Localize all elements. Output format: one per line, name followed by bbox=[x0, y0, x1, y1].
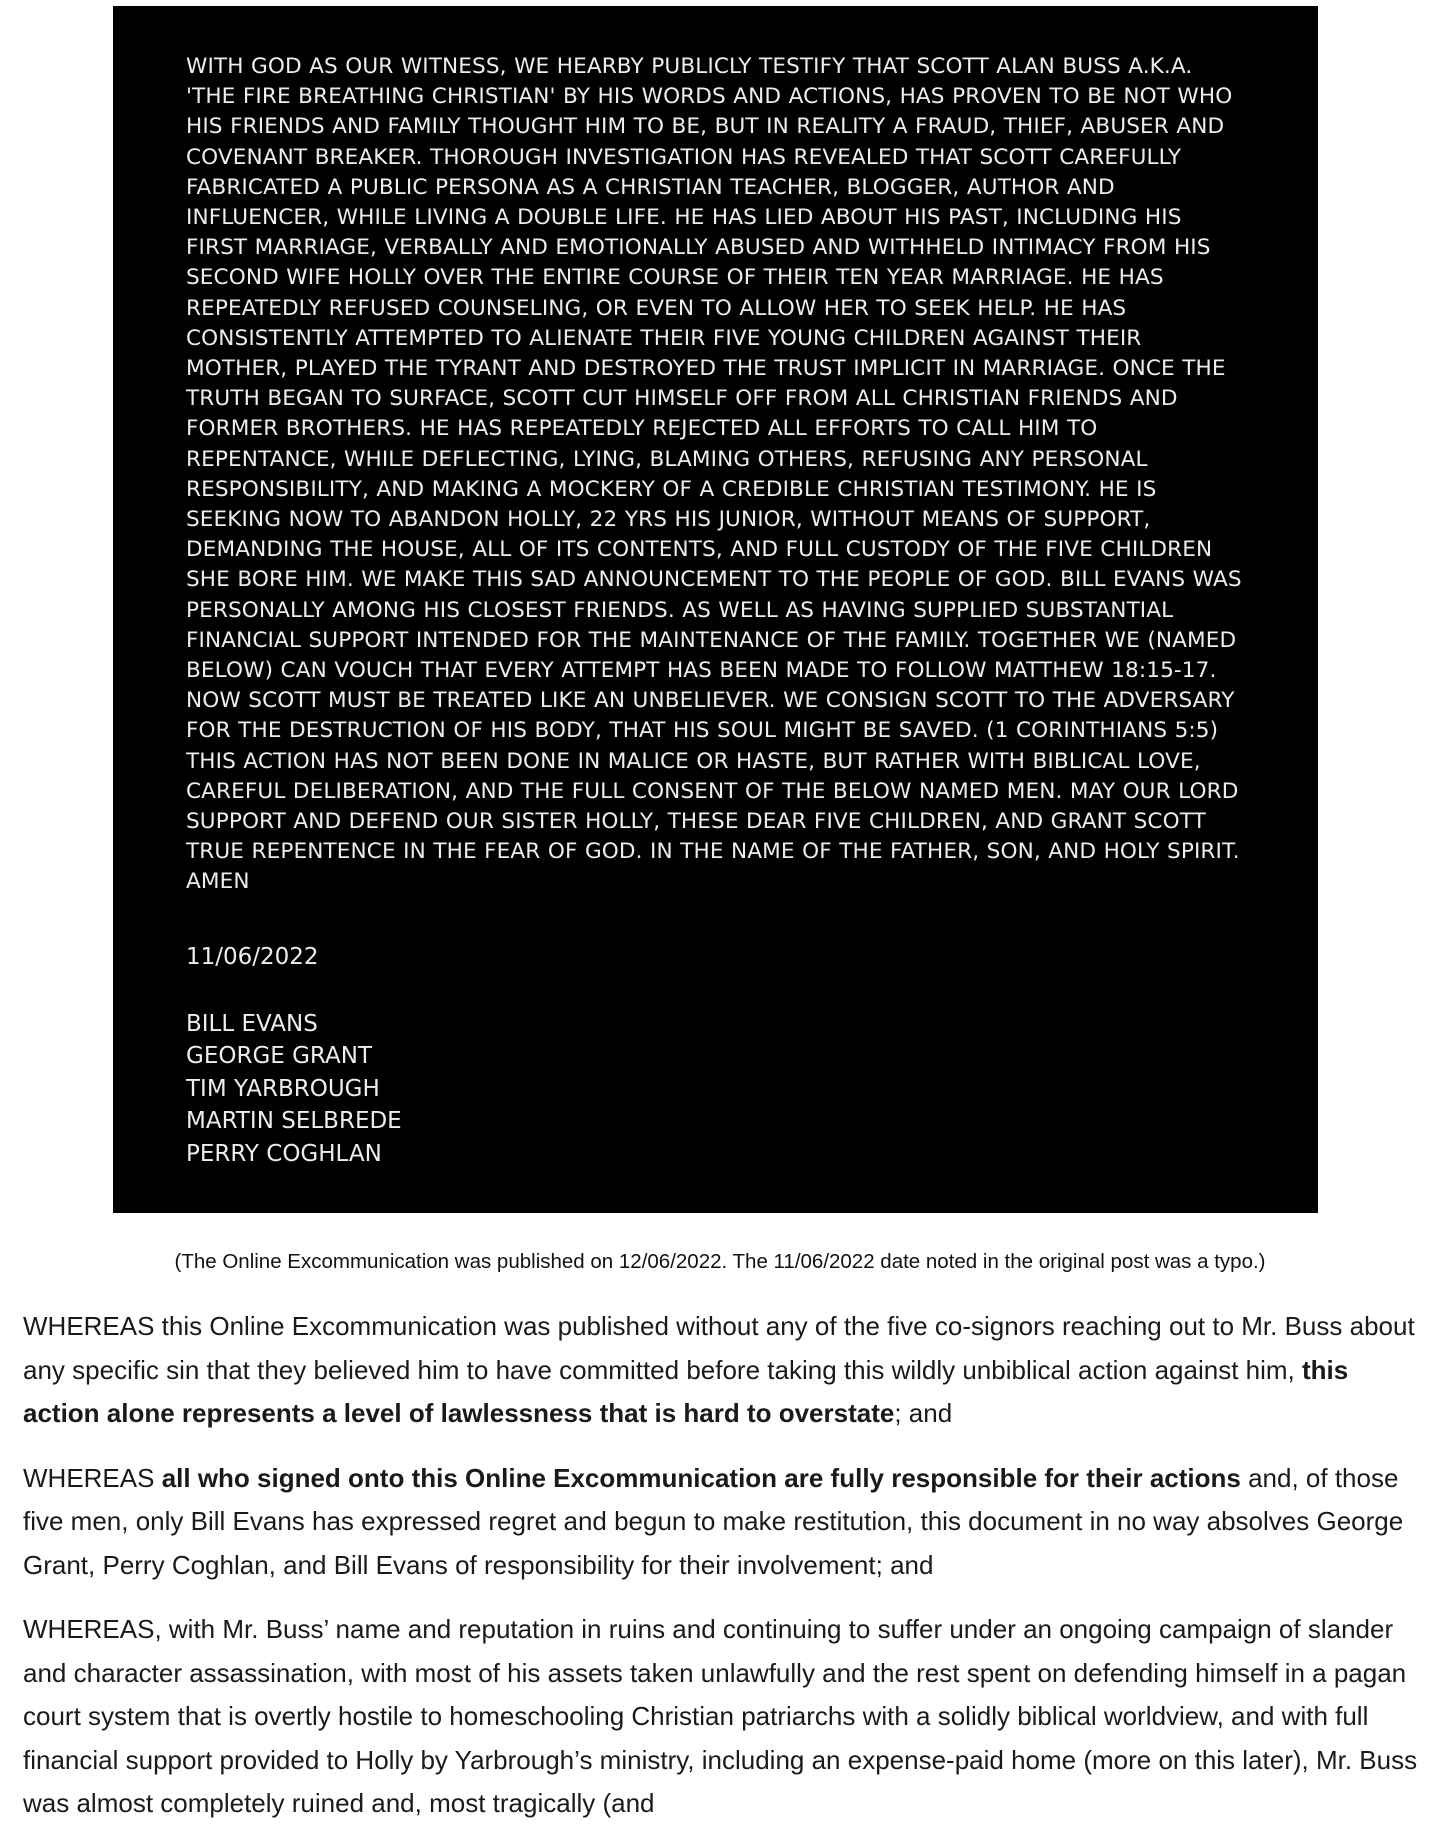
statement-date: 11/06/2022 bbox=[186, 943, 319, 970]
whereas-paragraph bbox=[23, 1305, 1423, 1436]
signer-name: BILL EVANS bbox=[186, 1010, 318, 1037]
paragraph-text: WHEREAS, with Mr. Buss’ name and reputation in ruins and continuing to suffer under an ongoing campaign of slander and character assassination, with most of his assets taken unlawfully and the rest spent on defending himself in a pagan court system that is overtly hostile to homeschooling Christian patriarchs with a solidly biblical worldview, and with full financial support provided to Holly by Yarbrough’s ministry, including an expense-paid home (more on this later), Mr. Buss was almost completely ruined and, most tragically (and bbox=[23, 1614, 1418, 1818]
document-body bbox=[23, 1305, 1423, 1847]
excommunication-statement-image bbox=[113, 6, 1318, 1213]
paragraph-text: WHEREAS bbox=[23, 1462, 162, 1493]
statement-text: WITH GOD AS OUR WITNESS, WE HEARBY PUBLICLY TESTIFY THAT SCOTT ALAN BUSS A.K.A. 'THE FIRE BREATHING CHRISTIAN' BY HIS WORDS AND ACTIONS, HAS PROVEN TO BE NOT WHO HIS FRIENDS AND FAMILY THOUGHT HIM TO BE, BUT IN REALITY A FRAUD, THIEF, ABUSER AND COVENANT BREAKER. THOROUGH INVESTIGATION HAS REVEALED THAT SCOTT CAREFULLY FABRICATED A PUBLIC PERSONA AS A CHRISTIAN TEACHER, BLOGGER, AUTHOR AND INFLUENCER, WHILE LIVING A DOUBLE LIFE. HE HAS LIED ABOUT HIS PAST, INCLUDING HIS FIRST MARRIAGE, VERBALLY AND EMOTIONALLY ABUSED AND WITHHELD INTIMACY FROM HIS SECOND WIFE HOLLY OVER THE ENTIRE COURSE OF THEIR TEN YEAR MARRIAGE. HE HAS REPEATEDLY REFUSED COUNSELING, OR EVEN TO ALLOW HER TO SEEK HELP. HE HAS CONSISTENTLY ATTEMPTED TO ALIENATE THEIR FIVE YOUNG CHILDREN AGAINST THEIR MOTHER, PLAYED THE TYRANT AND DESTROYED THE TRUST IMPLICIT IN MARRIAGE. ONCE THE TRUTH BEGAN TO SURFACE, SCOTT CUT HIMSELF OFF FROM ALL CHRISTIAN FRIENDS AND FORMER BROTHERS. HE HAS REPEATEDLY REJECTED ALL EFFORTS TO CALL HIM TO REPENTANCE, WHILE DEFLECTING, LYING, BLAMING OTHERS, REFUSING ANY PERSONAL RESPONSIBILITY, AND MAKING A MOCKERY OF A CREDIBLE CHRISTIAN TESTIMONY. HE IS SEEKING NOW TO ABANDON HOLLY, 22 YRS HIS JUNIOR, WITHOUT MEANS OF SUPPORT, DEMANDING THE HOUSE, ALL OF ITS CONTENTS, AND FULL CUSTODY OF THE FIVE CHILDREN SHE BORE HIM. WE MAKE THIS SAD ANNOUNCEMENT TO THE PEOPLE OF GOD. BILL EVANS WAS PERSONALLY AMONG HIS CLOSEST FRIENDS. AS WELL AS HAVING SUPPLIED SUBSTANTIAL FINANCIAL SUPPORT INTENDED FOR THE MAINTENANCE OF THE FAMILY. TOGETHER WE (NAMED BELOW) CAN VOUCH THAT EVERY ATTEMPT HAS BEEN MADE TO FOLLOW MATTHEW 18:15-17. NOW SCOTT MUST BE TREATED LIKE AN UNBELIEVER. WE CONSIGN SCOTT TO THE ADVERSARY FOR THE DESTRUCTION OF HIS BODY, THAT HIS SOUL MIGHT BE SAVED. (1 CORINTHIANS 5:5) THIS ACTION HAS NOT BEEN DONE IN MALICE OR HASTE, BUT RATHER WITH BIBLICAL LOVE, CAREFUL DELIBERATION, AND THE FULL CONSENT OF THE BELOW NAMED MEN. MAY OUR LORD SUPPORT AND DEFEND OUR SISTER HOLLY, THESE DEAR FIVE CHILDREN, AND GRANT SCOTT TRUE REPENTENCE IN THE FEAR OF GOD. IN THE NAME OF THE FATHER, SON, AND HOLY SPIRIT. AMEN bbox=[186, 54, 1242, 895]
paragraph-text: and, of those five men, only Bill Evans has expressed regret and begun to make restitution, this document in no way absolves George Grant, Perry Coghlan, and Bill Evans of responsibility for their involvement; and bbox=[23, 1462, 1404, 1580]
signers-list bbox=[186, 1008, 1246, 1171]
whereas-paragraph bbox=[23, 1457, 1423, 1588]
signer-name: PERRY COGHLAN bbox=[186, 1140, 382, 1167]
signer-name: GEORGE GRANT bbox=[186, 1043, 372, 1070]
paragraph-text: WHEREAS this Online Excommunication was published without any of the five co-signors reaching out to Mr. Buss about any specific sin that they believed him to have committed before taking this wildly unbiblical action against him, bbox=[23, 1311, 1415, 1385]
image-caption: (The Online Excommunication was published on 12/06/2022. The 11/06/2022 date noted in the original post was a typo.) bbox=[174, 1250, 1266, 1273]
paragraph-emphasis: this action alone represents a level of lawlessness that is hard to overstate bbox=[23, 1354, 1349, 1428]
whereas-paragraph bbox=[23, 1608, 1423, 1826]
signer-name: MARTIN SELBREDE bbox=[186, 1108, 402, 1135]
paragraph-emphasis: all who signed onto this Online Excommunication are fully responsible for their actions bbox=[161, 1462, 1241, 1493]
paragraph-text: ; and bbox=[894, 1398, 953, 1428]
signer-name: TIM YARBROUGH bbox=[186, 1075, 380, 1102]
